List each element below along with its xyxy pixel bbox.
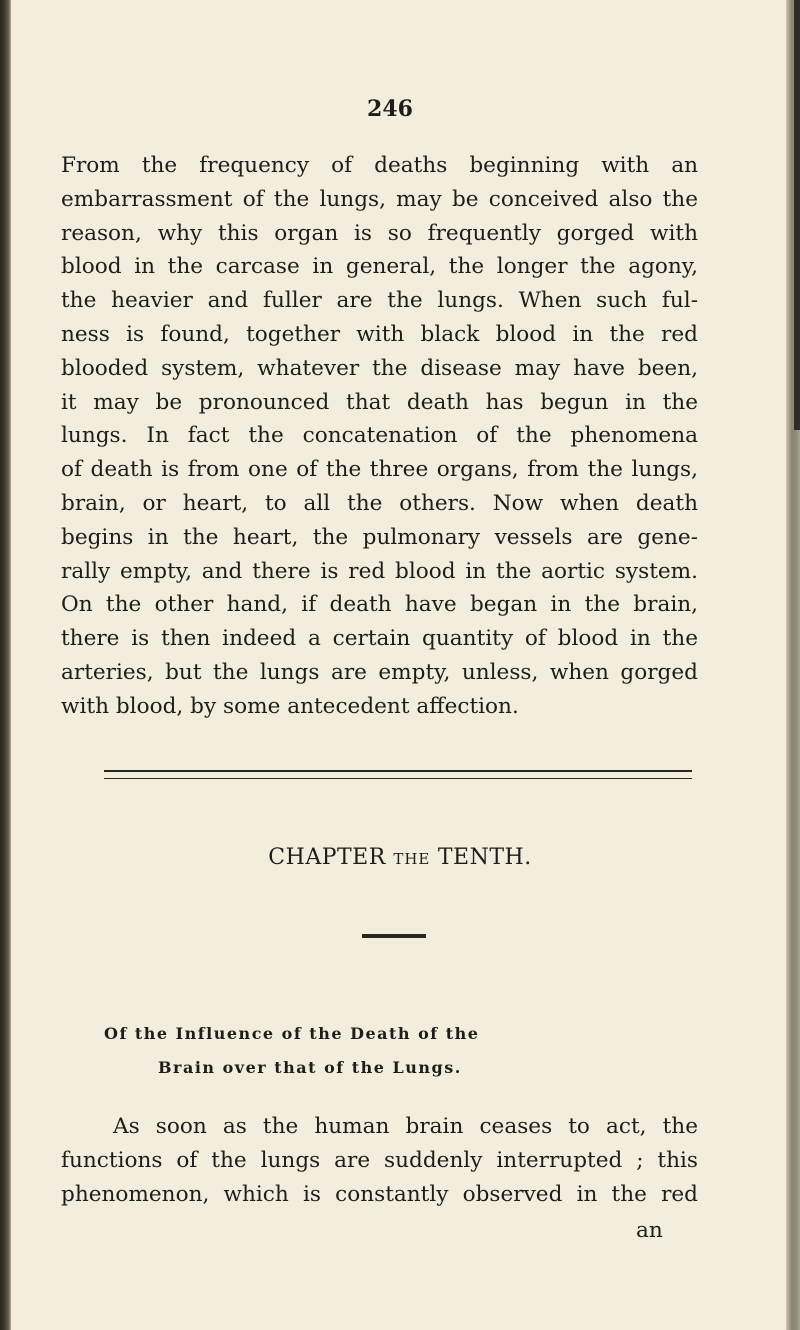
text-line: begins in the heart, the pulmonary vessels are gene- — [61, 524, 698, 550]
text-line: of death is from one of the three organs, from the lungs, — [61, 457, 698, 483]
text-line: the heavier and fuller are the lungs. When such ful- — [61, 288, 698, 314]
text-line: blooded system, whatever the disease may have been, — [61, 355, 698, 381]
text-line: functions of the lungs are suddenly interrupted ; this — [61, 1147, 698, 1173]
text-line: From the frequency of deaths beginning with an — [61, 153, 698, 178]
text-line: embarrassment of the lungs, may be conceived also the — [61, 186, 698, 212]
text-line: rally empty, and there is red blood in the aortic system. — [61, 558, 698, 584]
chapter-heading — [0, 845, 800, 870]
right-edge-shadow — [794, 0, 800, 430]
text-line: On the other hand, if death have began in the brain, — [61, 592, 698, 618]
double-rule-divider — [104, 770, 692, 779]
text-line: As soon as the human brain ceases to act, the — [113, 1114, 698, 1139]
section-title-line-2: Brain over that of the Lungs. — [158, 1058, 462, 1077]
text-line: arteries, but the lungs are empty, unless, when gorged — [61, 659, 698, 685]
section-paragraph — [61, 1110, 698, 1211]
chapter-article: THE — [393, 850, 431, 868]
left-binding-edge — [0, 0, 11, 1330]
page-number: 246 — [367, 96, 413, 122]
section-title — [104, 1017, 704, 1085]
section-title-line-1: Of the Influence of the Death of the — [104, 1024, 480, 1043]
text-line: ness is found, together with black blood in the red — [61, 321, 698, 347]
chapter-word: CHAPTER — [268, 845, 386, 870]
text-line: blood in the carcase in general, the longer the agony, — [61, 254, 698, 280]
catchword: an — [636, 1218, 663, 1243]
text-line: phenomenon, which is constantly observed in the red — [61, 1181, 698, 1207]
text-line: with blood, by some antecedent affection. — [61, 693, 519, 719]
body-paragraph — [61, 149, 698, 724]
text-line: lungs. In fact the concatenation of the phenomena — [61, 423, 698, 449]
text-line: it may be pronounced that death has begun in the — [61, 389, 698, 415]
chapter-ordinal: TENTH. — [437, 845, 532, 870]
text-line: brain, or heart, to all the others. Now when death — [61, 490, 698, 516]
ornament-rule — [362, 934, 426, 938]
text-line: there is then indeed a certain quantity of blood in the — [61, 626, 698, 652]
text-line: reason, why this organ is so frequently gorged with — [61, 220, 698, 246]
